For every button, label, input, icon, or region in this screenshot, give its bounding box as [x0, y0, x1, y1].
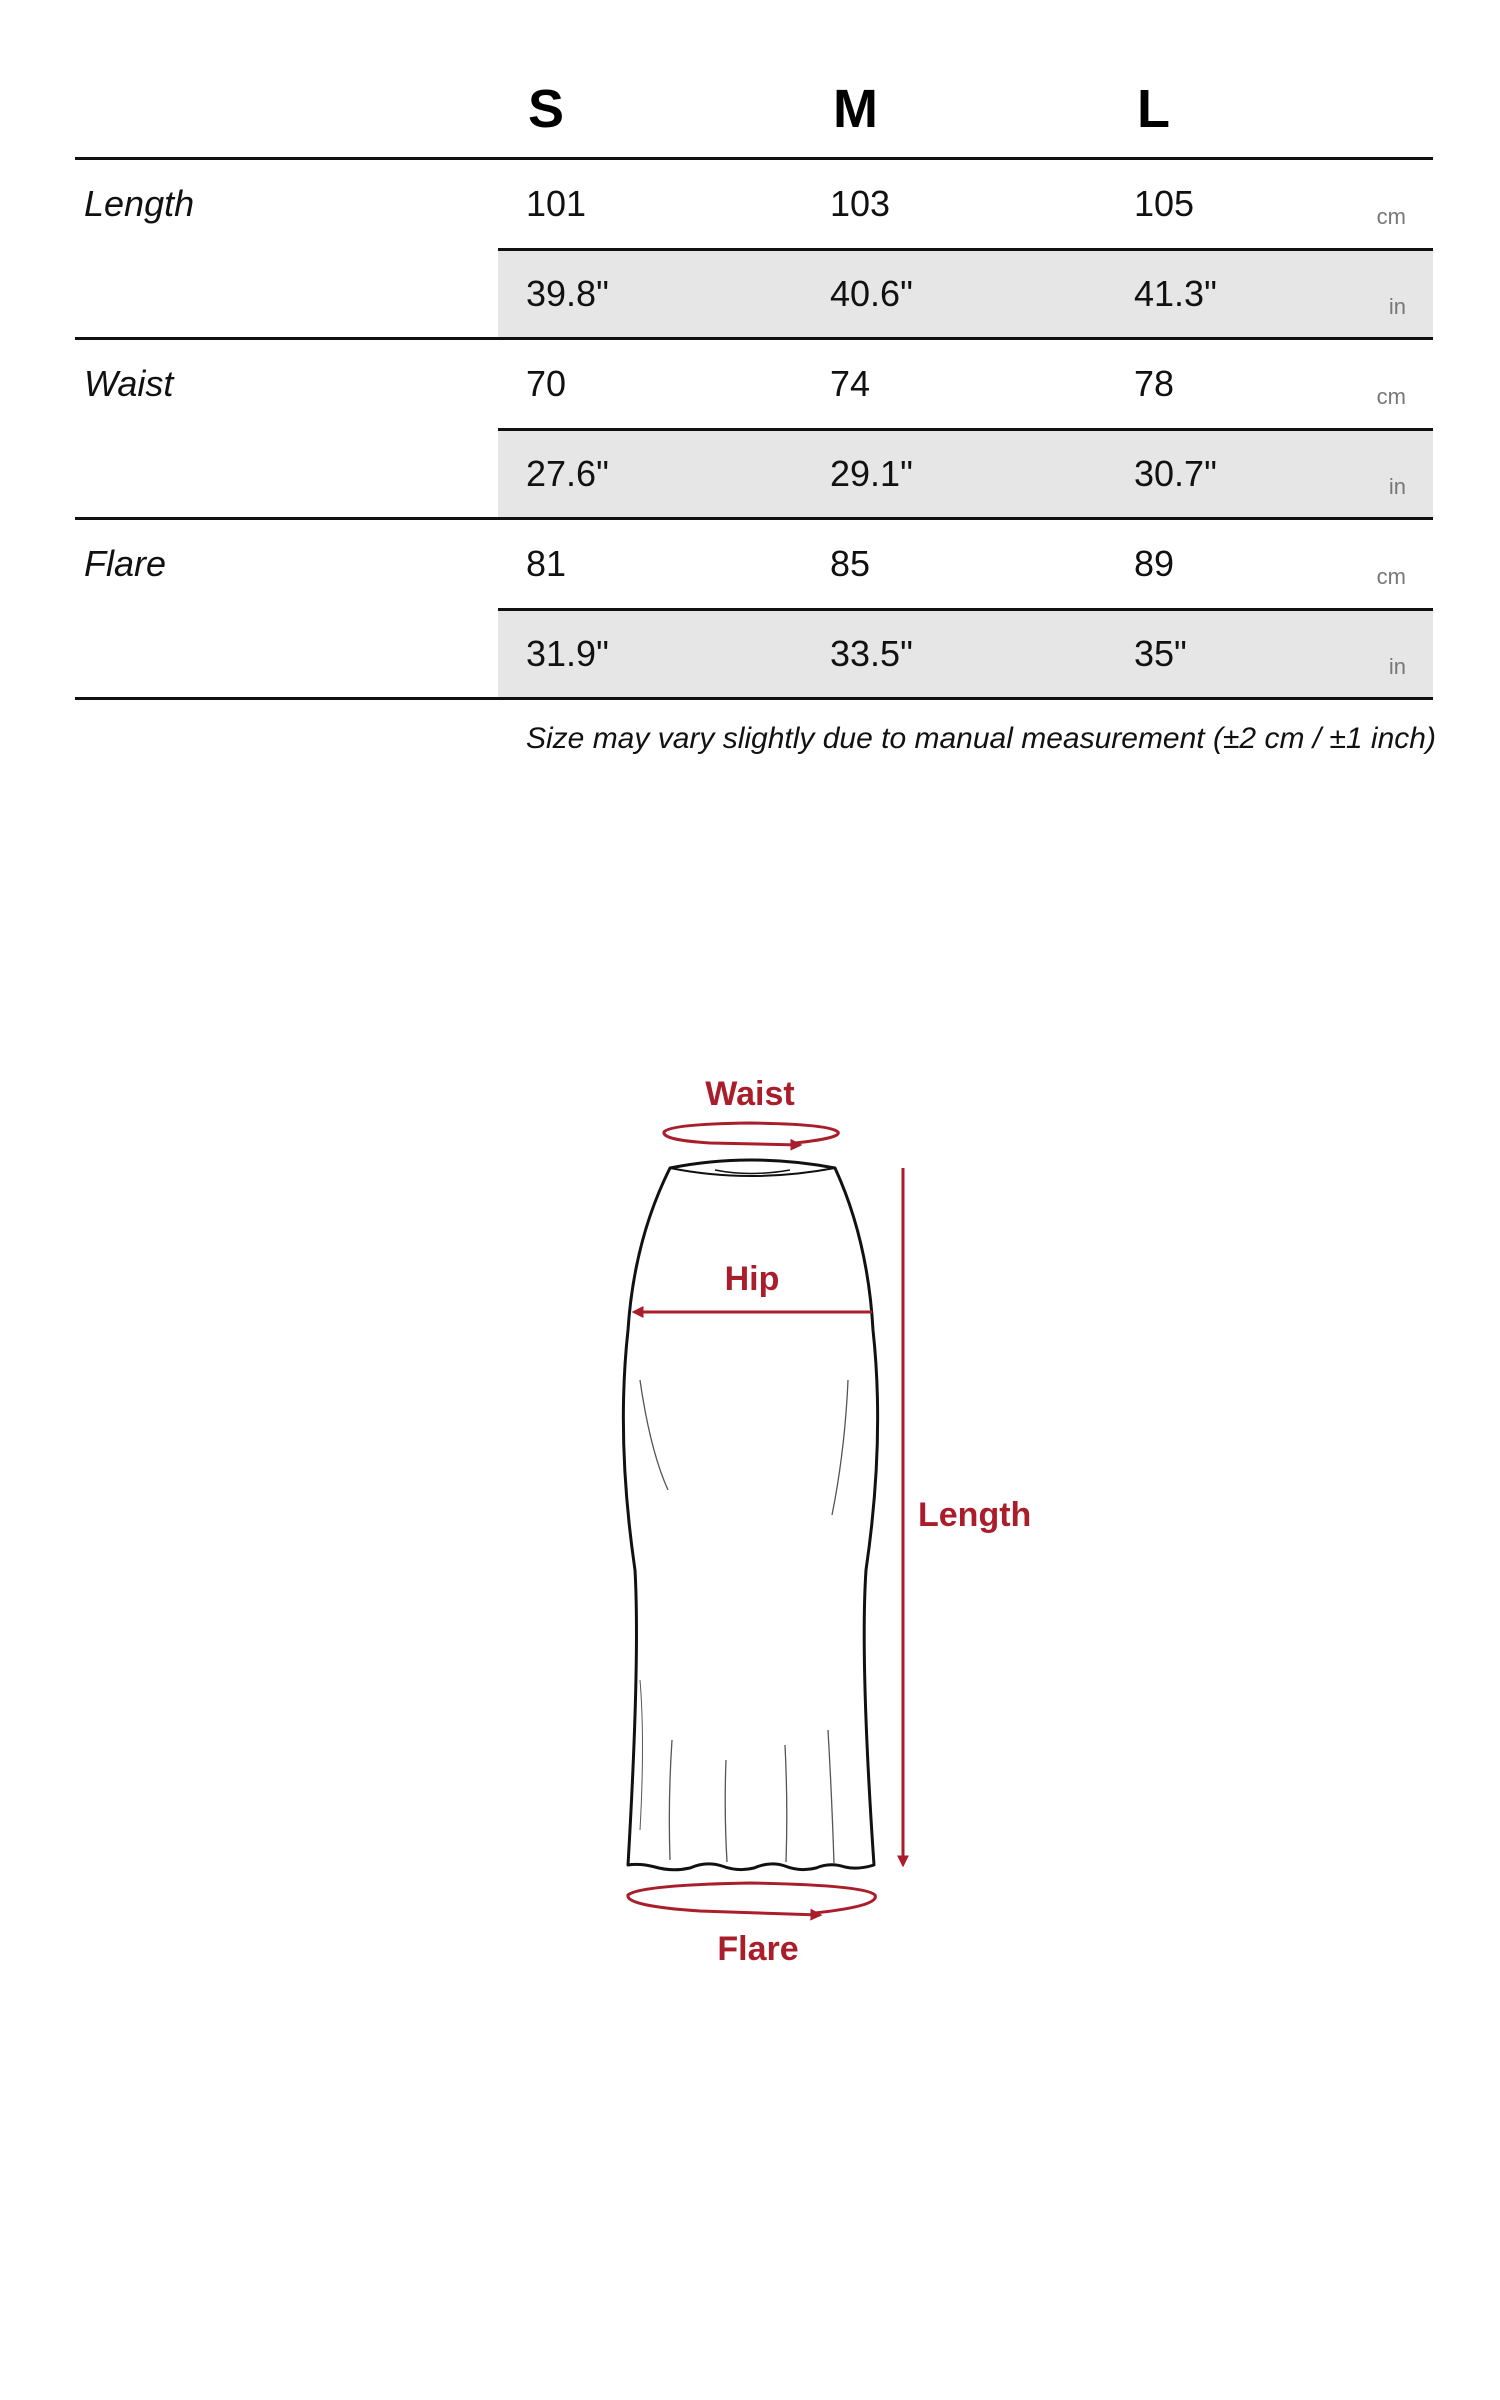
cell-waist-m-in: 29.1"	[830, 453, 913, 494]
cell-length-s-in: 39.8"	[526, 273, 609, 314]
skirt-folds	[640, 1380, 848, 1864]
cell-flare-s-in: 31.9"	[526, 633, 609, 674]
skirt-diagram	[0, 1040, 1500, 2020]
diagram-label-length: Length	[918, 1496, 1032, 1534]
diagram-label-hip: Hip	[724, 1260, 780, 1298]
measurement-label-waist: Waist	[84, 363, 174, 404]
unit-in: in	[1388, 474, 1406, 499]
cell-waist-l-in: 30.7"	[1134, 453, 1217, 494]
table-rule	[75, 697, 1433, 700]
cell-waist-s-in: 27.6"	[526, 453, 609, 494]
size-header-l: L	[1137, 79, 1170, 139]
measurement-label-flare: Flare	[84, 543, 167, 584]
table-subrule	[498, 428, 1433, 431]
flare-measure-arrow	[628, 1883, 875, 1915]
inch-row-band	[498, 431, 1433, 519]
cell-length-m-cm: 103	[830, 183, 891, 224]
cell-flare-m-cm: 85	[830, 543, 871, 584]
cell-waist-m-cm: 74	[830, 363, 871, 404]
diagram-label-flare: Flare	[717, 1930, 799, 1968]
cell-length-l-in: 41.3"	[1134, 273, 1217, 314]
inch-row-band	[498, 611, 1433, 699]
cell-length-m-in: 40.6"	[830, 273, 913, 314]
measurement-note: Size may vary slightly due to manual measurement (±2 cm / ±1 inch)	[526, 722, 1436, 755]
table-subrule	[498, 248, 1433, 251]
unit-cm: cm	[1376, 204, 1406, 229]
unit-cm: cm	[1376, 564, 1406, 589]
unit-in: in	[1388, 294, 1406, 319]
unit-cm: cm	[1376, 384, 1406, 409]
cell-waist-l-cm: 78	[1134, 363, 1175, 404]
table-subrule	[498, 608, 1433, 611]
unit-in: in	[1388, 654, 1406, 679]
cell-flare-m-in: 33.5"	[830, 633, 913, 674]
cell-flare-l-cm: 89	[1134, 543, 1175, 584]
waist-measure-arrow	[664, 1123, 838, 1145]
size-header-s: S	[528, 79, 565, 139]
size-header-m: M	[833, 79, 878, 139]
table-rule	[75, 157, 1433, 160]
cell-waist-s-cm: 70	[526, 363, 567, 404]
cell-flare-l-in: 35"	[1134, 633, 1187, 674]
cell-length-l-cm: 105	[1134, 183, 1195, 224]
cell-flare-s-cm: 81	[526, 543, 567, 584]
diagram-label-waist: Waist	[705, 1075, 795, 1113]
inch-row-band	[498, 251, 1433, 339]
cell-length-s-cm: 101	[526, 183, 587, 224]
measurement-label-length: Length	[84, 183, 195, 224]
table-rule	[75, 337, 1433, 340]
table-rule	[75, 517, 1433, 520]
